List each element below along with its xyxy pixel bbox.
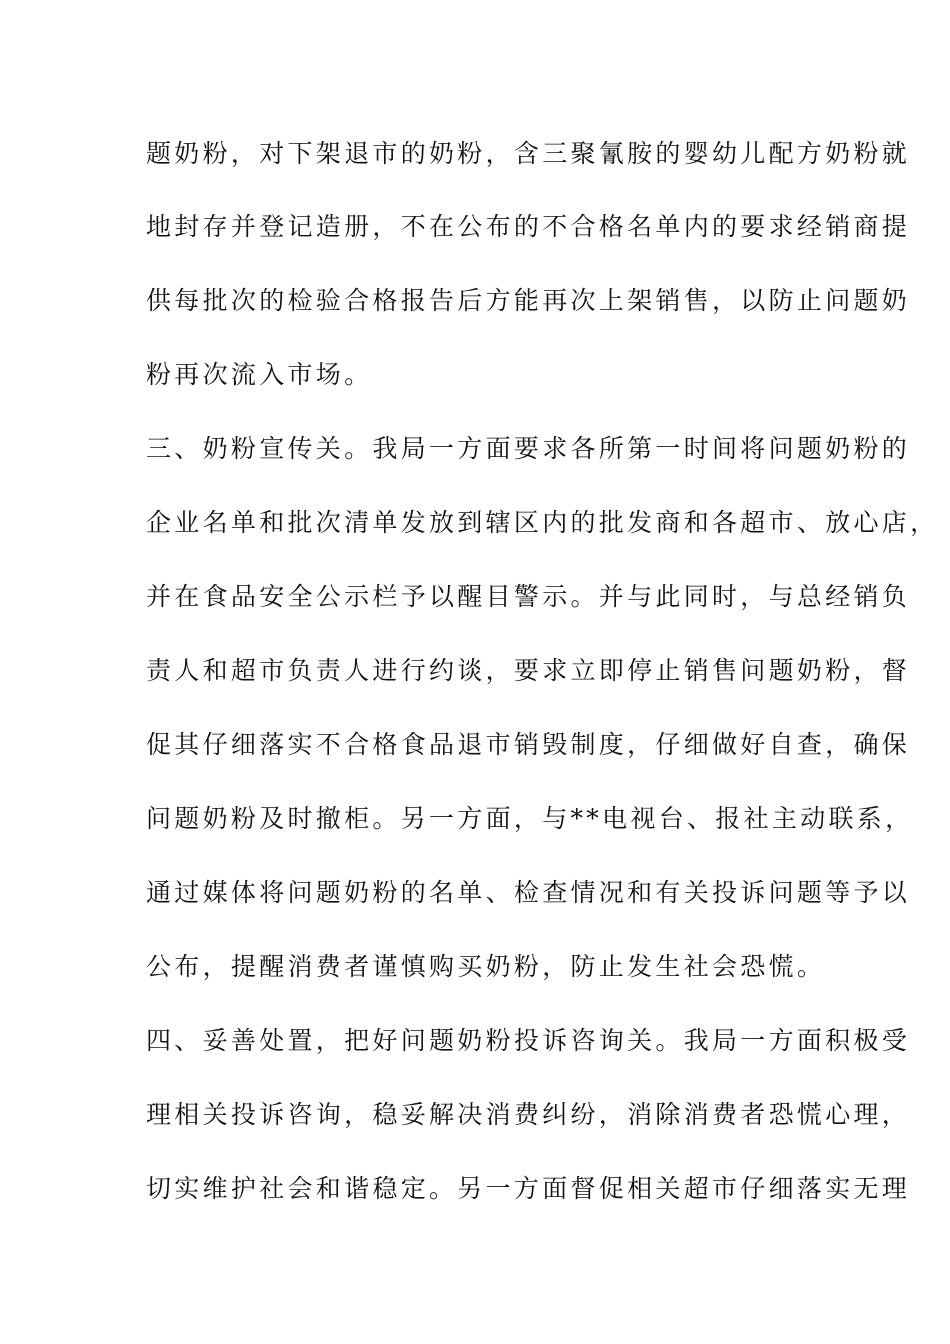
text-line-12: 公布，提醒消费者谨慎购买奶粉，防止发生社会恐慌。: [146, 952, 826, 981]
text-line-3: 供每批次的检验合格报告后方能再次上架销售，以防止问题奶: [146, 286, 911, 315]
text-line-6: 企业名单和批次清单发放到辖区内的批发商和各超市、放心店，: [146, 508, 939, 537]
text-line-8: 责人和超市负责人进行约谈，要求立即停止销售问题奶粉，督: [146, 656, 911, 685]
text-line-5: 三、奶粉宣传关。我局一方面要求各所第一时间将问题奶粉的: [146, 434, 911, 463]
text-line-9: 促其仔细落实不合格食品退市销毁制度，仔细做好自查，确保: [146, 730, 911, 759]
text-line-15: 切实维护社会和谐稳定。另一方面督促相关超市仔细落实无理: [146, 1174, 911, 1203]
text-line-7: 并在食品安全公示栏予以醒目警示。并与此同时，与总经销负: [146, 582, 911, 611]
text-line-10: 问题奶粉及时撤柜。另一方面，与**电视台、报社主动联系，: [146, 804, 914, 833]
text-line-1: 题奶粉，对下架退市的奶粉，含三聚氰胺的婴幼儿配方奶粉就: [146, 139, 911, 168]
text-line-11: 通过媒体将问题奶粉的名单、检查情况和有关投诉问题等予以: [146, 878, 911, 907]
text-line-13: 四、妥善处置，把好问题奶粉投诉咨询关。我局一方面积极受: [146, 1026, 911, 1055]
text-line-4: 粉再次流入市场。: [146, 360, 373, 389]
text-line-2: 地封存并登记造册，不在公布的不合格名单内的要求经销商提: [146, 212, 911, 241]
text-line-14: 理相关投诉咨询，稳妥解决消费纠纷，消除消费者恐慌心理，: [146, 1100, 911, 1129]
